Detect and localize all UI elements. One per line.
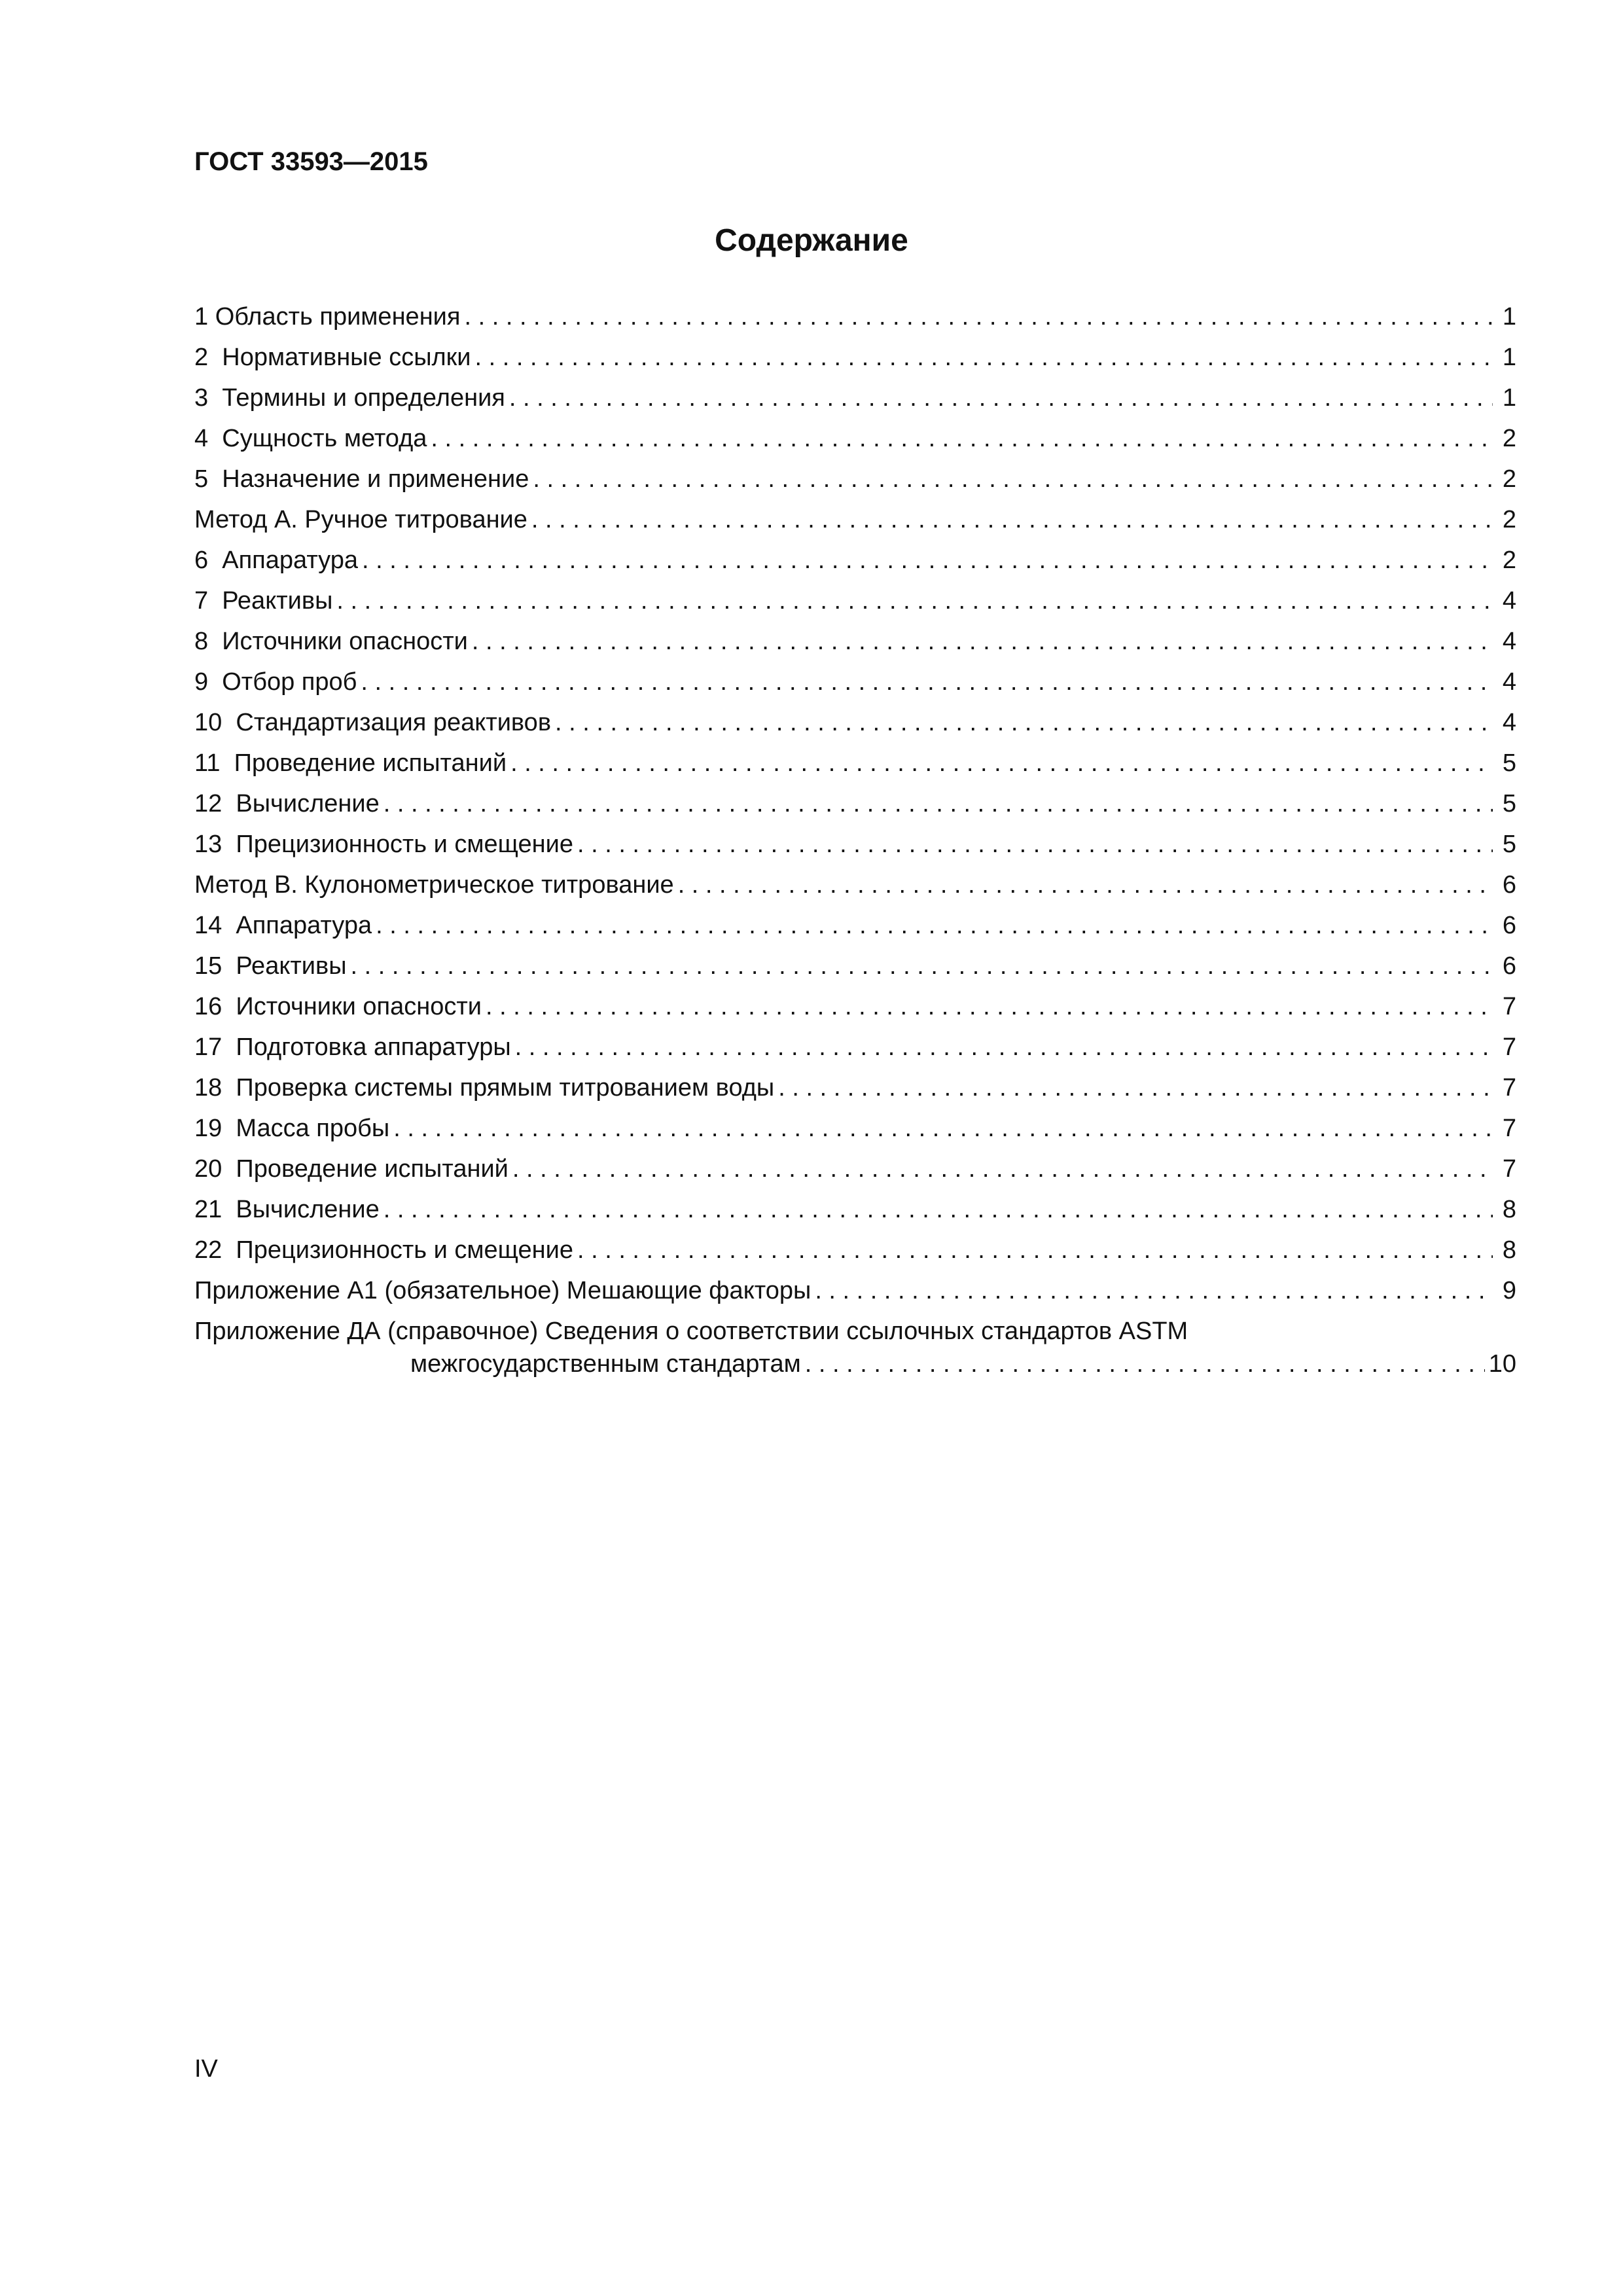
toc-entry-label: 10 Стандартизация реактивов	[194, 709, 552, 736]
toc-entry-label: 4 Сущность метода	[194, 425, 427, 452]
leader-dots	[472, 626, 1493, 656]
toc-entry-page: 5	[1502, 790, 1516, 817]
toc-entry[interactable]	[194, 738, 1516, 778]
toc-entry-label: 19 Масса пробы	[194, 1115, 390, 1142]
toc-entry-page: 6	[1502, 952, 1516, 980]
toc-entry[interactable]	[194, 575, 1516, 616]
toc-entry-page: 5	[1502, 831, 1516, 858]
toc-entry-label: межгосударственным стандартам	[410, 1350, 801, 1378]
toc-entry-label: 8 Источники опасности	[194, 628, 468, 655]
toc-entry-page: 4	[1502, 709, 1516, 736]
leader-dots	[475, 342, 1493, 372]
toc-entry[interactable]	[194, 1103, 1516, 1143]
toc-entry-label: 20 Проведение испытаний	[194, 1155, 508, 1183]
toc-entry[interactable]	[194, 454, 1516, 494]
toc-entry[interactable]	[194, 332, 1516, 372]
toc-entry-appendix-da-line1[interactable]	[194, 1306, 1516, 1346]
leader-dots	[336, 586, 1493, 616]
leader-dots	[678, 870, 1493, 900]
toc-entry-page: 1	[1502, 344, 1516, 371]
leader-dots	[533, 464, 1493, 494]
leader-dots	[464, 302, 1493, 332]
leader-dots	[362, 545, 1493, 575]
leader-dots	[509, 383, 1493, 413]
toc-entry[interactable]	[194, 1265, 1516, 1306]
toc-entry-page: 1	[1502, 303, 1516, 331]
toc-entry[interactable]	[194, 778, 1516, 819]
toc-entry-label: 16 Источники опасности	[194, 993, 482, 1020]
toc-entry-label: 21 Вычисление	[194, 1196, 380, 1223]
toc-entry-label: 1 Область применения	[194, 303, 461, 331]
toc-entry[interactable]	[194, 819, 1516, 859]
toc-entry-label: 11 Проведение испытаний	[194, 749, 507, 777]
toc-entry-page: 2	[1502, 506, 1516, 533]
leader-dots	[805, 1349, 1485, 1379]
toc-entry-page: 4	[1502, 668, 1516, 696]
toc-entry-page: 7	[1502, 1115, 1516, 1142]
toc-entry-label: Метод А. Ручное титрование	[194, 506, 527, 533]
leader-dots	[555, 708, 1493, 738]
toc-entry-label: 12 Вычисление	[194, 790, 380, 817]
toc-entry[interactable]	[194, 372, 1516, 413]
toc-entry-label: 6 Аппаратура	[194, 547, 358, 574]
leader-dots	[510, 748, 1493, 778]
toc-entry-page: 2	[1502, 465, 1516, 493]
toc-entry-label: Метод В. Кулонометрическое титрование	[194, 871, 674, 899]
toc-entry[interactable]	[194, 616, 1516, 656]
toc-entry-page: 8	[1502, 1196, 1516, 1223]
toc-entry-label: 15 Реактивы	[194, 952, 347, 980]
toc-entry-label: 9 Отбор проб	[194, 668, 357, 696]
toc-entry-page: 1	[1502, 384, 1516, 412]
toc-entry-page: 8	[1502, 1236, 1516, 1264]
leader-dots	[577, 1235, 1493, 1265]
leader-dots	[376, 910, 1493, 941]
toc-entry-label: 2 Нормативные ссылки	[194, 344, 471, 371]
toc-title: Содержание	[715, 223, 908, 258]
toc-entry-label: 22 Прецизионность и смещение	[194, 1236, 573, 1264]
toc-entry-page: 7	[1502, 993, 1516, 1020]
toc-entry-page: 6	[1502, 871, 1516, 899]
toc-entry[interactable]	[194, 656, 1516, 697]
leader-dots	[531, 505, 1493, 535]
toc-entry[interactable]	[194, 981, 1516, 1022]
toc-entry[interactable]	[194, 1225, 1516, 1265]
leader-dots	[486, 992, 1493, 1022]
leader-dots	[431, 423, 1493, 454]
toc-entry-label: 7 Реактивы	[194, 587, 333, 615]
toc-entry[interactable]	[194, 535, 1516, 575]
toc-entry-page: 7	[1502, 1074, 1516, 1102]
toc-entry[interactable]	[194, 1022, 1516, 1062]
toc-entry-label: 14 Аппаратура	[194, 912, 372, 939]
leader-dots	[393, 1113, 1493, 1143]
leader-dots	[815, 1276, 1493, 1306]
toc-entry-label: 5 Назначение и применение	[194, 465, 529, 493]
toc-entry[interactable]	[194, 413, 1516, 454]
document-code: ГОСТ 33593—2015	[194, 147, 428, 176]
toc-entry-page: 4	[1502, 587, 1516, 615]
toc-entry-label: 3 Термины и определения	[194, 384, 505, 412]
toc-entry-label: Приложение А1 (обязательное) Мешающие факторы	[194, 1277, 812, 1304]
toc-entry-page: 6	[1502, 912, 1516, 939]
toc-entry[interactable]	[194, 291, 1516, 332]
leader-dots	[383, 1194, 1493, 1225]
toc-entry[interactable]	[194, 1184, 1516, 1225]
toc-entry-label: 18 Проверка системы прямым титрованием воды	[194, 1074, 775, 1102]
toc-entry[interactable]	[194, 697, 1516, 738]
toc-entry[interactable]	[194, 1062, 1516, 1103]
leader-dots	[351, 951, 1493, 981]
toc-entry-appendix-da-line2[interactable]	[194, 1346, 1516, 1379]
toc-entry[interactable]	[194, 859, 1516, 900]
toc-entry[interactable]	[194, 1143, 1516, 1184]
toc-entry-page: 5	[1502, 749, 1516, 777]
toc-entry-page: 7	[1502, 1155, 1516, 1183]
toc-entry-label: 17 Подготовка аппаратуры	[194, 1033, 511, 1061]
toc-entry-label: 13 Прецизионность и смещение	[194, 831, 573, 858]
table-of-contents	[194, 291, 1516, 1379]
toc-entry-page: 9	[1502, 1277, 1516, 1304]
leader-dots	[778, 1073, 1493, 1103]
leader-dots	[577, 829, 1493, 859]
leader-dots	[383, 789, 1493, 819]
page-number: IV	[194, 2055, 218, 2083]
toc-entry[interactable]	[194, 941, 1516, 981]
toc-entry-page: 10	[1488, 1350, 1516, 1378]
toc-entry-page: 2	[1502, 425, 1516, 452]
toc-entry-page: 7	[1502, 1033, 1516, 1061]
leader-dots	[515, 1032, 1493, 1062]
toc-entry-label: Приложение ДА (справочное) Сведения о соответствии ссылочных стандартов ASTM	[194, 1318, 1188, 1345]
toc-entry[interactable]	[194, 900, 1516, 941]
toc-entry[interactable]	[194, 494, 1516, 535]
leader-dots	[361, 667, 1493, 697]
toc-entry-page: 4	[1502, 628, 1516, 655]
leader-dots	[512, 1154, 1493, 1184]
toc-entry-page: 2	[1502, 547, 1516, 574]
